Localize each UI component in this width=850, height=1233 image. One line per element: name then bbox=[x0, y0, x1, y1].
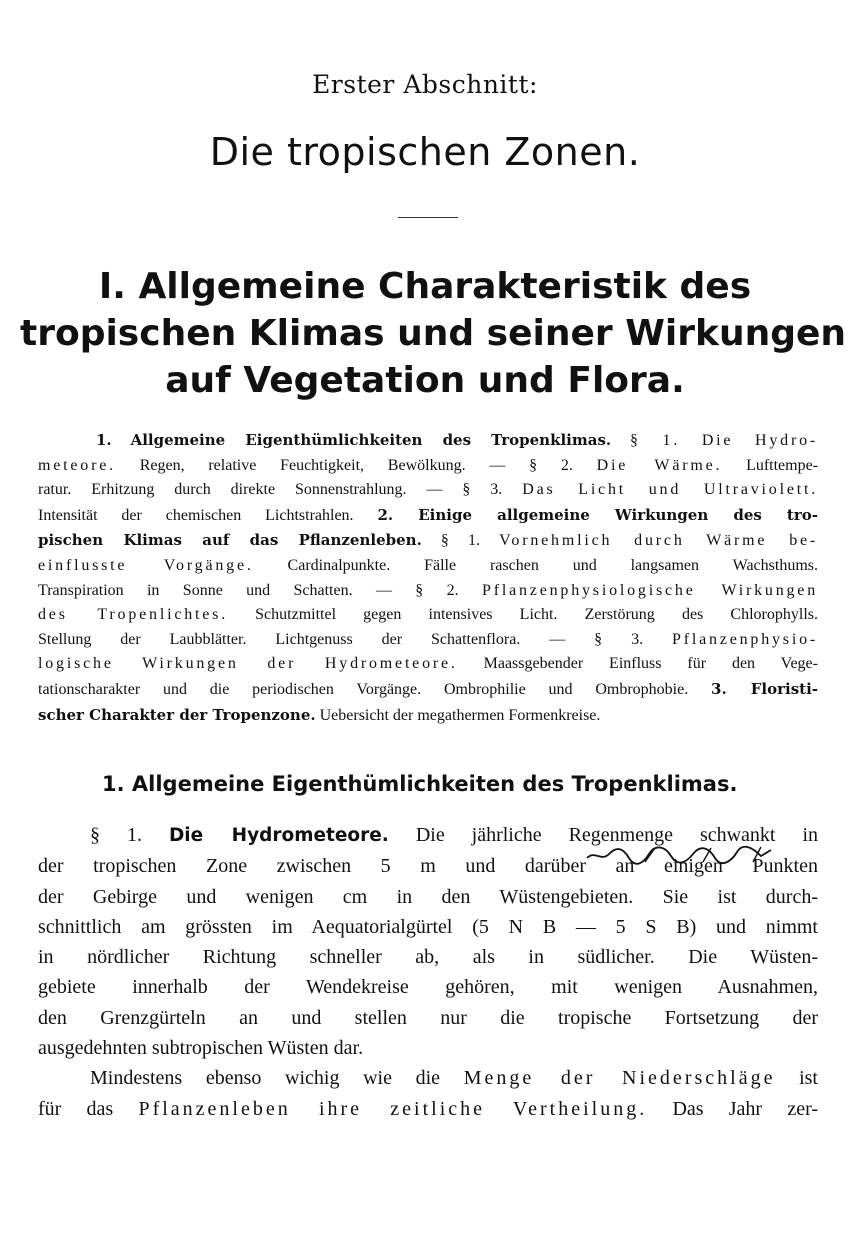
title-divider bbox=[398, 217, 458, 218]
body-line: für das Pflanzenleben ihre zeitliche Vertheilung. Das Jahr zer- bbox=[38, 1097, 818, 1120]
chapter-title-line: tropischen Klimas und seiner Wirkungen bbox=[20, 313, 847, 354]
body-line: der tropischen Zone zwischen 5 m und darüber an einigen Punkten bbox=[38, 855, 818, 878]
summary-line: Stellung der Laubblätter. Lichtgenuss der Schattenflora. — § 3. Pflanzenphysio- bbox=[38, 630, 819, 648]
section-label: Erster Abschnitt: bbox=[312, 70, 538, 99]
chapter-title-line: I. Allgemeine Charakteristik des bbox=[98, 266, 752, 307]
body-line: der Gebirge und wenigen cm in den Wüstengebieten. Sie ist durch- bbox=[38, 885, 818, 908]
chapter-title-line: auf Vegetation und Flora. bbox=[165, 360, 685, 401]
summary-line: Transpiration in Sonne und Schatten. — § 2. Pflanzenphysiologische Wirkungen bbox=[38, 581, 819, 599]
summary-line: 1. Allgemeine Eigenthümlichkeiten des Tropenklimas. § 1. Die Hydro- bbox=[96, 431, 819, 449]
handwritten-annotation-icon bbox=[585, 844, 775, 866]
body-line: gebiete innerhalb der Wendekreise gehören, mit wenigen Ausnahmen, bbox=[38, 976, 818, 999]
summary-line: einflusste Vorgänge. Cardinalpunkte. Fälle raschen und langsamen Wachsthums. bbox=[38, 556, 818, 574]
body-line: in nördlicher Richtung schneller ab, als in südlicher. Die Wüsten- bbox=[38, 946, 818, 969]
zone-title: Die tropischen Zonen. bbox=[209, 130, 641, 174]
body-line: § 1. Die Hydrometeore. Die jährliche Regenmenge schwankt in bbox=[90, 824, 819, 846]
summary-line: pischen Klimas auf das Pflanzenleben. § 1. Vornehmlich durch Wärme be- bbox=[38, 531, 819, 550]
body-line: schnittlich am grössten im Aequatorialgürtel (5 N B — 5 S B) und nimmt bbox=[38, 915, 818, 938]
body-line: den Grenzgürteln an und stellen nur die tropische Fortsetzung der bbox=[38, 1006, 818, 1029]
body-line: Mindestens ebenso wichig wie die Menge der Niederschläge ist bbox=[90, 1067, 818, 1090]
summary-line: tationscharakter und die periodischen Vorgänge. Ombrophilie und Ombrophobie. 3. Floristi- bbox=[38, 679, 818, 698]
summary-line: scher Charakter der Tropenzone. Uebersicht der megathermen Formenkreise. bbox=[38, 705, 601, 724]
summary-line: meteore. Regen, relative Feuchtigkeit, Bewölkung. — § 2. Die Wärme. Lufttempe- bbox=[38, 456, 819, 474]
section-heading: 1. Allgemeine Eigenthümlichkeiten des Tropenklimas. bbox=[102, 772, 738, 796]
summary-line: Intensität der chemischen Lichtstrahlen. 2. Einige allgemeine Wirkungen des tro- bbox=[38, 505, 818, 524]
summary-line: logische Wirkungen der Hydrometeore. Maassgebender Einfluss für den Vege- bbox=[38, 655, 818, 673]
summary-line: ratur. Erhitzung durch direkte Sonnenstrahlung. — § 3. Das Licht und Ultraviolett. bbox=[38, 481, 819, 499]
chapter-summary bbox=[38, 428, 818, 728]
chapter-title bbox=[20, 263, 847, 404]
body-line: ausgedehnten subtropischen Wüsten dar. bbox=[38, 1037, 364, 1060]
summary-line: des Tropenlichtes. Schutzmittel gegen intensives Licht. Zerstörung des Chlorophylls. bbox=[38, 606, 818, 624]
